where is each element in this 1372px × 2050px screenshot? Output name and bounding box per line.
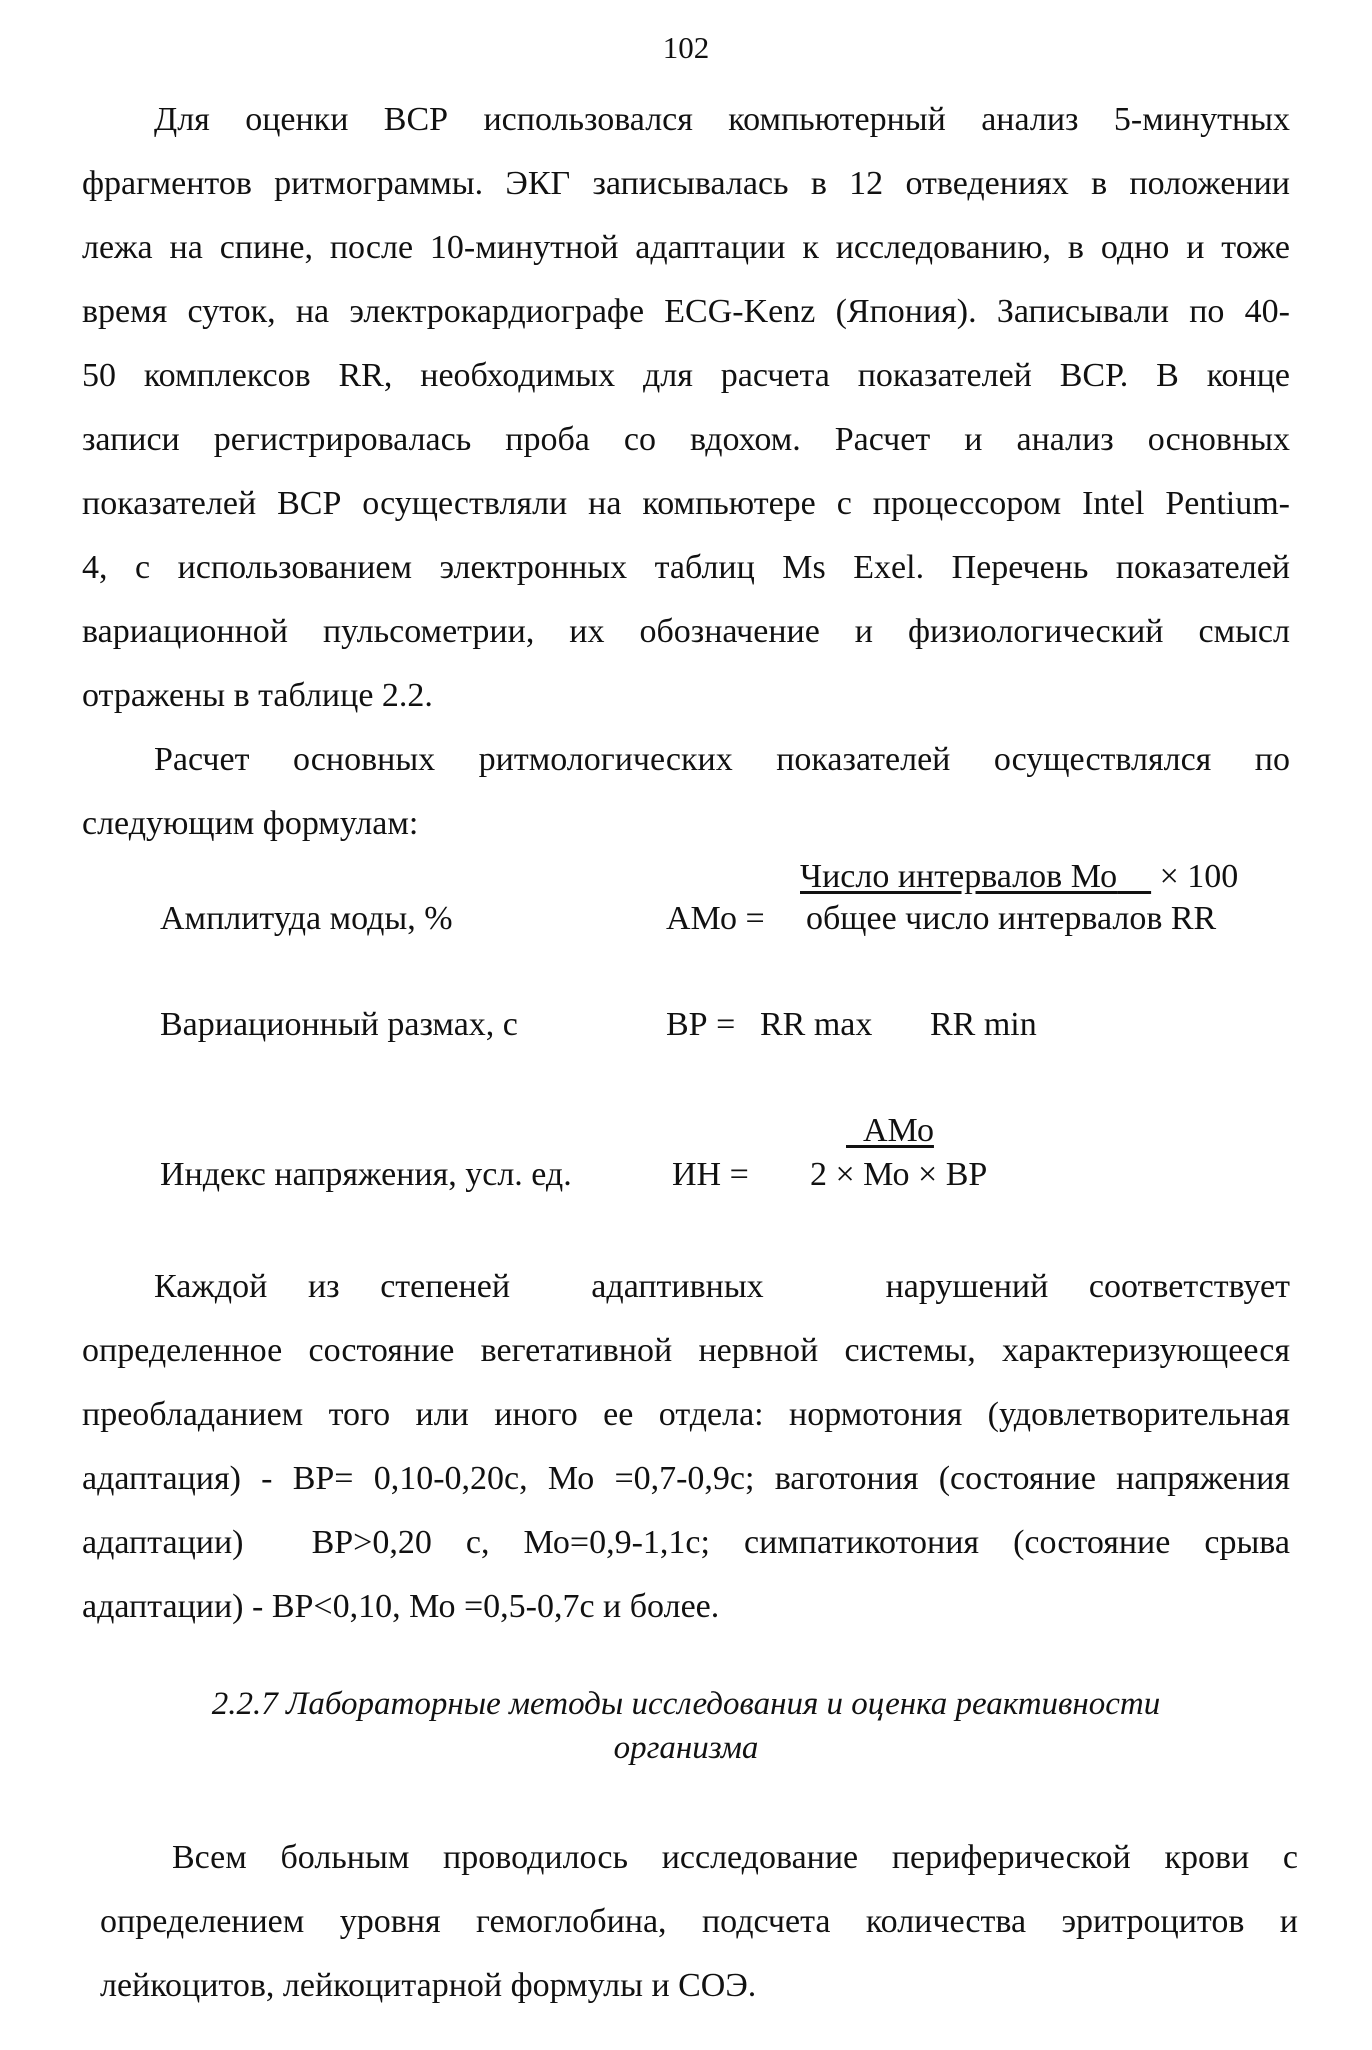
text-line: преобладанием того или иного ее отдела: нормотония (удовлетворительная xyxy=(82,1396,1290,1433)
amo-numerator: Число интервалов Мо xyxy=(800,858,1118,895)
in-lhs: ИН = xyxy=(672,1156,749,1193)
paragraph-hrv-method xyxy=(82,88,1290,728)
in-numerator xyxy=(846,1112,934,1150)
amo-numerator-line xyxy=(800,858,1238,896)
text-line: следующим формулам: xyxy=(82,805,419,842)
vr-term-max: RR max xyxy=(760,1006,873,1043)
text-line: определением уровня гемоглобина, подсчета количества эритроцитов и xyxy=(100,1903,1298,1940)
text-line: Расчет основных ритмологических показателей осуществлялся по xyxy=(154,741,1290,778)
text-line: Каждой из степеней адаптивных нарушений соответствует xyxy=(154,1268,1290,1305)
paragraph-adaptation-states xyxy=(82,1255,1290,1639)
text-line: записи регистрировалась проба со вдохом. Расчет и анализ основных xyxy=(82,421,1290,458)
text-line: лежа на спине, после 10-минутной адаптации к исследованию, в одно и тоже xyxy=(82,229,1290,266)
text-line: Всем больным проводилось исследование периферической крови с xyxy=(172,1839,1298,1876)
page-number: 102 xyxy=(662,30,710,65)
paragraph-formulas-intro xyxy=(82,728,1290,856)
in-numerator-text: АМо xyxy=(863,1112,934,1149)
text-line: фрагментов ритмограммы. ЭКГ записывалась в 12 отведениях в положении xyxy=(82,165,1290,202)
in-denominator: 2 × Мо × ВР xyxy=(810,1156,988,1193)
amo-multiplier: × 100 xyxy=(1159,858,1239,895)
text-line: адаптации) ВР>0,20 с, Мо=0,9-1,1с; симпатикотония (состояние срыва xyxy=(82,1524,1290,1561)
vr-label: Вариационный размах, с xyxy=(160,1006,518,1043)
paragraph-lab-methods xyxy=(100,1826,1298,2018)
vr-lhs: ВР = xyxy=(666,1006,736,1043)
text-line: адаптации) - ВР<0,10, Мо =0,5-0,7с и более. xyxy=(82,1588,720,1625)
text-line: адаптация) - ВР= 0,10-0,20с, Мо =0,7-0,9с; ваготония (состояние напряжения xyxy=(82,1460,1290,1497)
text-line: Для оценки ВСР использовался компьютерный анализ 5-минутных xyxy=(154,101,1290,138)
in-numerator-pad xyxy=(846,1112,863,1149)
text-line: вариационной пульсометрии, их обозначение и физиологический смысл xyxy=(82,613,1290,650)
section-heading xyxy=(82,1682,1290,1770)
text-line: определенное состояние вегетативной нервной системы, характеризующееся xyxy=(82,1332,1290,1369)
text-line: 50 комплексов RR, необходимых для расчета показателей ВСР. В конце xyxy=(82,357,1290,394)
text-line: 4, с использованием электронных таблиц Ms Exel. Перечень показателей xyxy=(82,549,1290,586)
amo-label: Амплитуда моды, % xyxy=(160,900,453,937)
text-line: отражены в таблице 2.2. xyxy=(82,677,433,714)
amo-denominator: общее число интервалов RR xyxy=(806,900,1217,937)
vr-term-min: RR min xyxy=(930,1006,1037,1043)
section-heading-line: организма xyxy=(613,1730,759,1766)
in-label: Индекс напряжения, усл. ед. xyxy=(160,1156,572,1193)
text-line: лейкоцитов, лейкоцитарной формулы и СОЭ. xyxy=(100,1967,757,2004)
text-line: показателей ВСР осуществляли на компьютере с процессором Intel Pentium- xyxy=(82,485,1290,522)
amo-lhs: АМо = xyxy=(666,900,765,937)
text-line: время суток, на электрокардиографе ECG-Kenz (Япония). Записывали по 40- xyxy=(82,293,1290,330)
section-heading-line: 2.2.7 Лабораторные методы исследования и оценка реактивности xyxy=(211,1686,1161,1722)
amo-numerator-pad xyxy=(1117,858,1151,895)
